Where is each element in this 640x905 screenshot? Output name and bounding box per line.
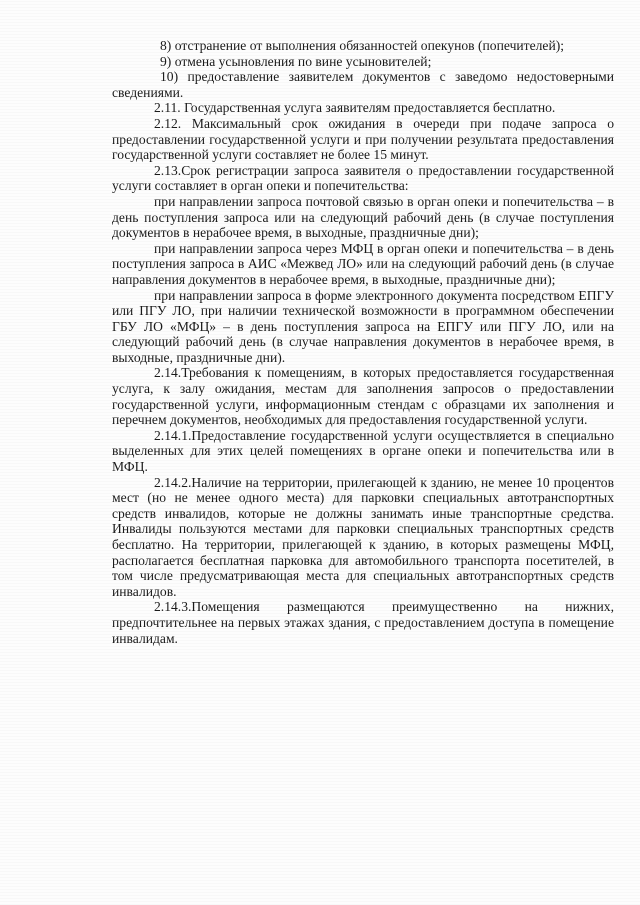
clause-2-14-1: 2.14.1.Предоставление государственной услуги осуществляется в специально выделенных для этих целей помещениях в органе опеки и попечительства или в МФЦ.: [112, 427, 614, 475]
clause-2-11: 2.11. Государственная услуга заявителям предоставляется бесплатно.: [154, 100, 556, 116]
list-item-9: 9) отмена усыновления по вине усыновителей;: [160, 53, 432, 69]
clause-2-14-2: 2.14.2.Наличие на территории, прилегающей к зданию, не менее 10 процентов мест (но не менее одного места) для парковки специальных автотранспортных средств инвалидов, которые не должны занимать иные транспортные средства. Инвалиды пользуются местами для парковки специальных транспортных средств бесплатно. На территории, прилегающей к зданию, в которых размещены МФЦ, располагается бесплатная парковка для автомобильного транспорта посетителей, в том числе предусматривающая места для специальных автотранспортных средств инвалидов.: [112, 474, 614, 599]
clause-2-13-electronic: при направлении запроса в форме электронного документа посредством ЕПГУ или ПГУ ЛО, при наличии технической возможности в программном обеспечении ГБУ ЛО «МФЦ» – в день поступления запроса на ЕПГУ или ПГУ ЛО, или на следующий рабочий день (в случае направления документов в нерабочее время, в выходные, праздничные дни).: [112, 287, 614, 365]
clause-2-12: 2.12. Максимальный срок ожидания в очереди при подаче запроса о предоставлении государственной услуги и при получении результата предоставления государственной услуги составляет не более 15 минут.: [112, 115, 614, 163]
clause-2-13-mfc: при направлении запроса через МФЦ в орган опеки и попечительства – в день поступления запроса в АИС «Межвед ЛО» или на следующий рабочий день (в случае направления документов в нерабочее время, в выходные, праздничные дни);: [112, 240, 614, 287]
clause-2-13: 2.13.Срок регистрации запроса заявителя о предоставлении государственной услуги составляет в орган опеки и попечительства:: [112, 162, 614, 194]
clause-2-13-postal: при направлении запроса почтовой связью в орган опеки и попечительства – в день поступления запроса или на следующий рабочий день (в случае поступления документов в нерабочее время, в выходные, праздничные дни);: [112, 193, 614, 241]
list-item-8: 8) отстранение от выполнения обязанностей опекунов (попечителей);: [160, 38, 565, 53]
clause-2-14-3: 2.14.3.Помещения размещаются преимущественно на нижних, предпочтительнее на первых этажах здания, с предоставлением доступа в помещение инвалидам.: [112, 599, 614, 646]
list-item-10: 10) предоставление заявителем документов с заведомо недостоверными сведениями.: [112, 69, 614, 100]
clause-2-14: 2.14.Требования к помещениям, в которых предоставляется государственная услуга, к залу ожидания, местам для заполнения запросов о предоставлении государственной услуги, информационным стендам с образцами их заполнения и перечнем документов, необходимых для предоставления государственной услуги.: [112, 365, 614, 428]
